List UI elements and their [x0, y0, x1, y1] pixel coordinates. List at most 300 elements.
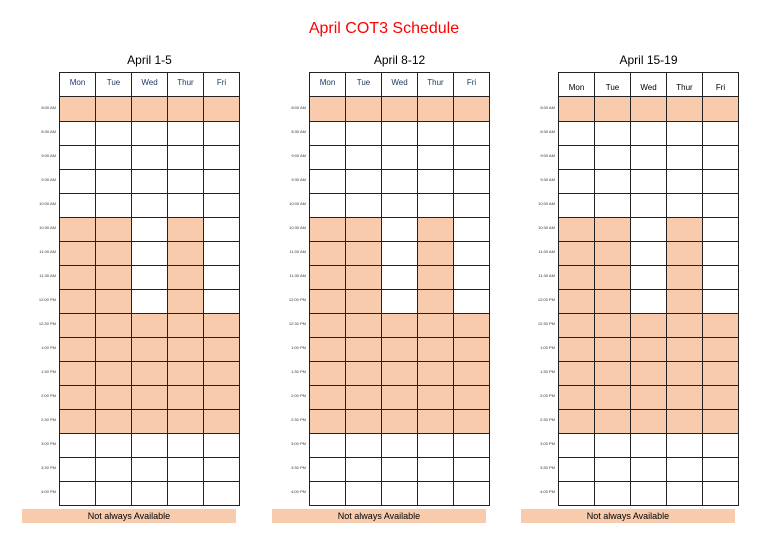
open-slot — [310, 122, 345, 145]
time-label: 4:00 PM — [291, 489, 306, 494]
open-slot — [131, 290, 167, 313]
time-slot-row — [559, 481, 738, 505]
open-slot — [702, 242, 738, 265]
time-slot-row — [60, 313, 239, 337]
time-slot-row — [310, 97, 489, 121]
open-slot — [310, 170, 345, 193]
open-slot — [559, 458, 594, 481]
time-label: 10:30 AM — [289, 225, 306, 230]
busy-slot — [310, 338, 345, 361]
day-header — [558, 72, 739, 96]
open-slot — [417, 146, 453, 169]
open-slot — [417, 434, 453, 457]
busy-slot — [131, 338, 167, 361]
busy-slot — [203, 410, 239, 433]
busy-slot — [203, 314, 239, 337]
time-slot-row — [60, 289, 239, 313]
time-label: 3:30 PM — [540, 465, 555, 470]
day-label: Wed — [630, 73, 666, 96]
day-label: Mon — [568, 83, 585, 92]
open-slot — [167, 122, 203, 145]
open-slot — [95, 146, 131, 169]
open-slot — [594, 194, 630, 217]
open-slot — [630, 482, 666, 505]
busy-slot — [345, 266, 381, 289]
open-slot — [95, 122, 131, 145]
time-slot-row — [559, 193, 738, 217]
time-label: 12:00 PM — [288, 297, 306, 302]
week-title: April 1-5 — [127, 53, 172, 67]
open-slot — [702, 266, 738, 289]
busy-slot — [310, 266, 345, 289]
day-label: Fri — [203, 73, 239, 96]
busy-slot — [131, 362, 167, 385]
open-slot — [203, 434, 239, 457]
busy-slot — [417, 410, 453, 433]
time-label: 12:30 PM — [288, 321, 306, 326]
open-slot — [131, 458, 167, 481]
time-label: 4:00 PM — [41, 489, 56, 494]
open-slot — [453, 170, 489, 193]
busy-slot — [559, 338, 594, 361]
open-slot — [666, 482, 702, 505]
busy-slot — [345, 290, 381, 313]
time-slot-row — [60, 121, 239, 145]
open-slot — [417, 458, 453, 481]
time-label: 11:00 AM — [538, 249, 555, 254]
time-label: 3:00 PM — [540, 441, 555, 446]
time-slot-row — [310, 433, 489, 457]
busy-slot — [417, 266, 453, 289]
time-slot-row — [559, 217, 738, 241]
time-label: 8:00 AM — [540, 105, 555, 110]
busy-slot — [95, 242, 131, 265]
busy-slot — [666, 97, 702, 121]
time-label: 3:00 PM — [291, 441, 306, 446]
open-slot — [453, 122, 489, 145]
open-slot — [345, 146, 381, 169]
time-slot-row — [310, 361, 489, 385]
open-slot — [417, 194, 453, 217]
open-slot — [702, 434, 738, 457]
time-label: 8:30 AM — [291, 129, 306, 134]
open-slot — [453, 242, 489, 265]
open-slot — [666, 146, 702, 169]
busy-slot — [559, 242, 594, 265]
busy-slot — [381, 314, 417, 337]
busy-slot — [594, 314, 630, 337]
busy-slot — [559, 410, 594, 433]
time-slot-row — [60, 169, 239, 193]
open-slot — [95, 434, 131, 457]
open-slot — [131, 482, 167, 505]
open-slot — [381, 122, 417, 145]
open-slot — [203, 242, 239, 265]
open-slot — [381, 146, 417, 169]
busy-slot — [702, 362, 738, 385]
open-slot — [453, 194, 489, 217]
time-label: 9:00 AM — [540, 153, 555, 158]
busy-slot — [594, 290, 630, 313]
open-slot — [203, 458, 239, 481]
open-slot — [453, 146, 489, 169]
busy-slot — [310, 242, 345, 265]
open-slot — [95, 482, 131, 505]
time-label: 11:00 AM — [289, 249, 306, 254]
open-slot — [167, 146, 203, 169]
day-header — [309, 72, 490, 96]
open-slot — [203, 122, 239, 145]
open-slot — [453, 218, 489, 241]
time-label: 11:30 AM — [39, 273, 56, 278]
time-label: 12:30 PM — [537, 321, 555, 326]
open-slot — [310, 434, 345, 457]
busy-slot — [453, 410, 489, 433]
schedule-grid — [59, 96, 240, 506]
time-slot-row — [559, 409, 738, 433]
open-slot — [630, 458, 666, 481]
time-slot-row — [310, 457, 489, 481]
open-slot — [167, 170, 203, 193]
time-slot-row — [60, 457, 239, 481]
time-slot-row — [310, 145, 489, 169]
time-slot-row — [310, 337, 489, 361]
busy-slot — [167, 290, 203, 313]
open-slot — [666, 170, 702, 193]
time-label: 1:00 PM — [41, 345, 56, 350]
legend-not-always-available: Not always Available — [22, 509, 236, 523]
time-slot-row — [310, 313, 489, 337]
busy-slot — [60, 410, 95, 433]
open-slot — [345, 434, 381, 457]
time-slot-row — [310, 169, 489, 193]
busy-slot — [666, 410, 702, 433]
open-slot — [131, 266, 167, 289]
schedule-grid — [309, 96, 490, 506]
busy-slot — [559, 290, 594, 313]
time-slot-row — [559, 433, 738, 457]
time-slot-row — [60, 361, 239, 385]
busy-slot — [702, 410, 738, 433]
open-slot — [203, 290, 239, 313]
time-label: 9:30 AM — [540, 177, 555, 182]
day-label: Mon — [319, 78, 336, 87]
open-slot — [381, 434, 417, 457]
open-slot — [131, 242, 167, 265]
open-slot — [131, 122, 167, 145]
open-slot — [594, 170, 630, 193]
open-slot — [60, 458, 95, 481]
time-slot-row — [310, 409, 489, 433]
time-slot-row — [60, 97, 239, 121]
busy-slot — [594, 410, 630, 433]
time-slot-row — [60, 409, 239, 433]
time-slot-row — [60, 385, 239, 409]
busy-slot — [95, 410, 131, 433]
time-label: 9:00 AM — [291, 153, 306, 158]
time-label: 2:30 PM — [540, 417, 555, 422]
busy-slot — [167, 338, 203, 361]
busy-slot — [453, 314, 489, 337]
busy-slot — [594, 97, 630, 121]
open-slot — [594, 434, 630, 457]
busy-slot — [381, 386, 417, 409]
time-label: 2:30 PM — [41, 417, 56, 422]
open-slot — [417, 482, 453, 505]
busy-slot — [310, 362, 345, 385]
busy-slot — [417, 386, 453, 409]
time-label: 2:00 PM — [291, 393, 306, 398]
time-label: 12:00 PM — [537, 297, 555, 302]
time-label: 1:00 PM — [540, 345, 555, 350]
busy-slot — [131, 97, 167, 121]
busy-slot — [60, 266, 95, 289]
time-label: 11:30 AM — [538, 273, 555, 278]
day-label: Tue — [345, 73, 381, 96]
open-slot — [559, 434, 594, 457]
time-slot-row — [559, 289, 738, 313]
busy-slot — [345, 362, 381, 385]
open-slot — [131, 218, 167, 241]
open-slot — [310, 146, 345, 169]
busy-slot — [559, 386, 594, 409]
busy-slot — [417, 242, 453, 265]
busy-slot — [630, 410, 666, 433]
busy-slot — [345, 242, 381, 265]
open-slot — [167, 434, 203, 457]
time-column — [250, 96, 308, 504]
day-label: Wed — [381, 73, 417, 96]
busy-slot — [381, 362, 417, 385]
open-slot — [630, 170, 666, 193]
week-title: April 8-12 — [373, 53, 426, 67]
busy-slot — [345, 338, 381, 361]
open-slot — [594, 458, 630, 481]
open-slot — [630, 146, 666, 169]
time-slot-row — [60, 337, 239, 361]
busy-slot — [453, 338, 489, 361]
busy-slot — [630, 386, 666, 409]
time-slot-row — [60, 241, 239, 265]
open-slot — [95, 458, 131, 481]
time-slot-row — [559, 241, 738, 265]
busy-slot — [95, 362, 131, 385]
open-slot — [60, 170, 95, 193]
time-slot-row — [559, 145, 738, 169]
time-slot-row — [559, 97, 738, 121]
busy-slot — [345, 314, 381, 337]
open-slot — [345, 170, 381, 193]
busy-slot — [345, 410, 381, 433]
open-slot — [345, 458, 381, 481]
busy-slot — [167, 386, 203, 409]
time-label: 8:00 AM — [41, 105, 56, 110]
open-slot — [453, 458, 489, 481]
time-slot-row — [559, 361, 738, 385]
busy-slot — [630, 314, 666, 337]
busy-slot — [95, 290, 131, 313]
open-slot — [381, 458, 417, 481]
busy-slot — [310, 314, 345, 337]
busy-slot — [60, 362, 95, 385]
time-slot-row — [310, 481, 489, 505]
open-slot — [702, 290, 738, 313]
open-slot — [666, 434, 702, 457]
day-label: Tue — [594, 73, 630, 96]
open-slot — [345, 194, 381, 217]
open-slot — [453, 482, 489, 505]
busy-slot — [417, 97, 453, 121]
open-slot — [381, 266, 417, 289]
time-slot-row — [310, 217, 489, 241]
busy-slot — [203, 362, 239, 385]
open-slot — [60, 482, 95, 505]
busy-slot — [310, 386, 345, 409]
busy-slot — [702, 314, 738, 337]
open-slot — [381, 290, 417, 313]
busy-slot — [453, 386, 489, 409]
time-column — [499, 96, 557, 504]
time-label: 10:00 AM — [289, 201, 306, 206]
busy-slot — [310, 410, 345, 433]
busy-slot — [381, 97, 417, 121]
busy-slot — [167, 410, 203, 433]
open-slot — [594, 146, 630, 169]
open-slot — [381, 194, 417, 217]
busy-slot — [95, 386, 131, 409]
time-label: 4:00 PM — [540, 489, 555, 494]
busy-slot — [453, 362, 489, 385]
busy-slot — [203, 386, 239, 409]
time-slot-row — [559, 457, 738, 481]
open-slot — [60, 434, 95, 457]
week-title: April 15-19 — [619, 53, 678, 67]
open-slot — [345, 482, 381, 505]
busy-slot — [666, 242, 702, 265]
time-slot-row — [310, 385, 489, 409]
open-slot — [559, 122, 594, 145]
time-label: 11:30 AM — [289, 273, 306, 278]
busy-slot — [666, 266, 702, 289]
day-label: Thur — [666, 73, 702, 96]
busy-slot — [95, 338, 131, 361]
time-label: 8:30 AM — [41, 129, 56, 134]
time-slot-row — [310, 241, 489, 265]
time-label: 10:00 AM — [39, 201, 56, 206]
day-label: Thur — [167, 73, 203, 96]
busy-slot — [666, 386, 702, 409]
open-slot — [381, 170, 417, 193]
open-slot — [381, 482, 417, 505]
time-slot-row — [310, 289, 489, 313]
busy-slot — [95, 97, 131, 121]
busy-slot — [60, 386, 95, 409]
time-slot-row — [559, 337, 738, 361]
open-slot — [630, 122, 666, 145]
busy-slot — [310, 218, 345, 241]
open-slot — [453, 434, 489, 457]
time-label: 2:00 PM — [540, 393, 555, 398]
open-slot — [559, 170, 594, 193]
open-slot — [453, 290, 489, 313]
page-title: April COT3 Schedule — [308, 20, 460, 37]
open-slot — [630, 242, 666, 265]
busy-slot — [60, 97, 95, 121]
busy-slot — [131, 410, 167, 433]
open-slot — [203, 218, 239, 241]
busy-slot — [559, 362, 594, 385]
busy-slot — [167, 242, 203, 265]
busy-slot — [310, 97, 345, 121]
time-slot-row — [60, 145, 239, 169]
open-slot — [453, 266, 489, 289]
busy-slot — [381, 410, 417, 433]
open-slot — [666, 122, 702, 145]
open-slot — [131, 434, 167, 457]
open-slot — [702, 146, 738, 169]
busy-slot — [381, 338, 417, 361]
day-label: Thur — [417, 73, 453, 96]
time-slot-row — [310, 265, 489, 289]
busy-slot — [559, 218, 594, 241]
busy-slot — [417, 338, 453, 361]
busy-slot — [95, 314, 131, 337]
busy-slot — [95, 266, 131, 289]
busy-slot — [60, 290, 95, 313]
time-slot-row — [559, 385, 738, 409]
day-label: Tue — [95, 73, 131, 96]
open-slot — [167, 458, 203, 481]
time-label: 1:30 PM — [41, 369, 56, 374]
time-label: 12:30 PM — [38, 321, 56, 326]
day-header — [59, 72, 240, 96]
time-label: 3:30 PM — [291, 465, 306, 470]
time-label: 10:00 AM — [538, 201, 555, 206]
time-slot-row — [559, 313, 738, 337]
legend-not-always-available: Not always Available — [272, 509, 486, 523]
open-slot — [131, 146, 167, 169]
busy-slot — [702, 386, 738, 409]
busy-slot — [60, 338, 95, 361]
open-slot — [559, 146, 594, 169]
time-label: 3:00 PM — [41, 441, 56, 446]
open-slot — [594, 122, 630, 145]
day-label: Mon — [69, 78, 86, 87]
busy-slot — [594, 242, 630, 265]
time-label: 3:30 PM — [41, 465, 56, 470]
open-slot — [95, 194, 131, 217]
open-slot — [167, 482, 203, 505]
time-label: 9:30 AM — [41, 177, 56, 182]
busy-slot — [417, 218, 453, 241]
time-slot-row — [60, 217, 239, 241]
busy-slot — [666, 338, 702, 361]
time-label: 8:30 AM — [540, 129, 555, 134]
time-label: 9:00 AM — [41, 153, 56, 158]
time-slot-row — [310, 121, 489, 145]
busy-slot — [594, 218, 630, 241]
time-label: 1:00 PM — [291, 345, 306, 350]
open-slot — [630, 434, 666, 457]
time-slot-row — [60, 193, 239, 217]
schedule-grid — [558, 96, 739, 506]
busy-slot — [167, 218, 203, 241]
time-slot-row — [559, 265, 738, 289]
busy-slot — [203, 97, 239, 121]
open-slot — [310, 458, 345, 481]
open-slot — [60, 122, 95, 145]
time-column — [0, 96, 58, 504]
